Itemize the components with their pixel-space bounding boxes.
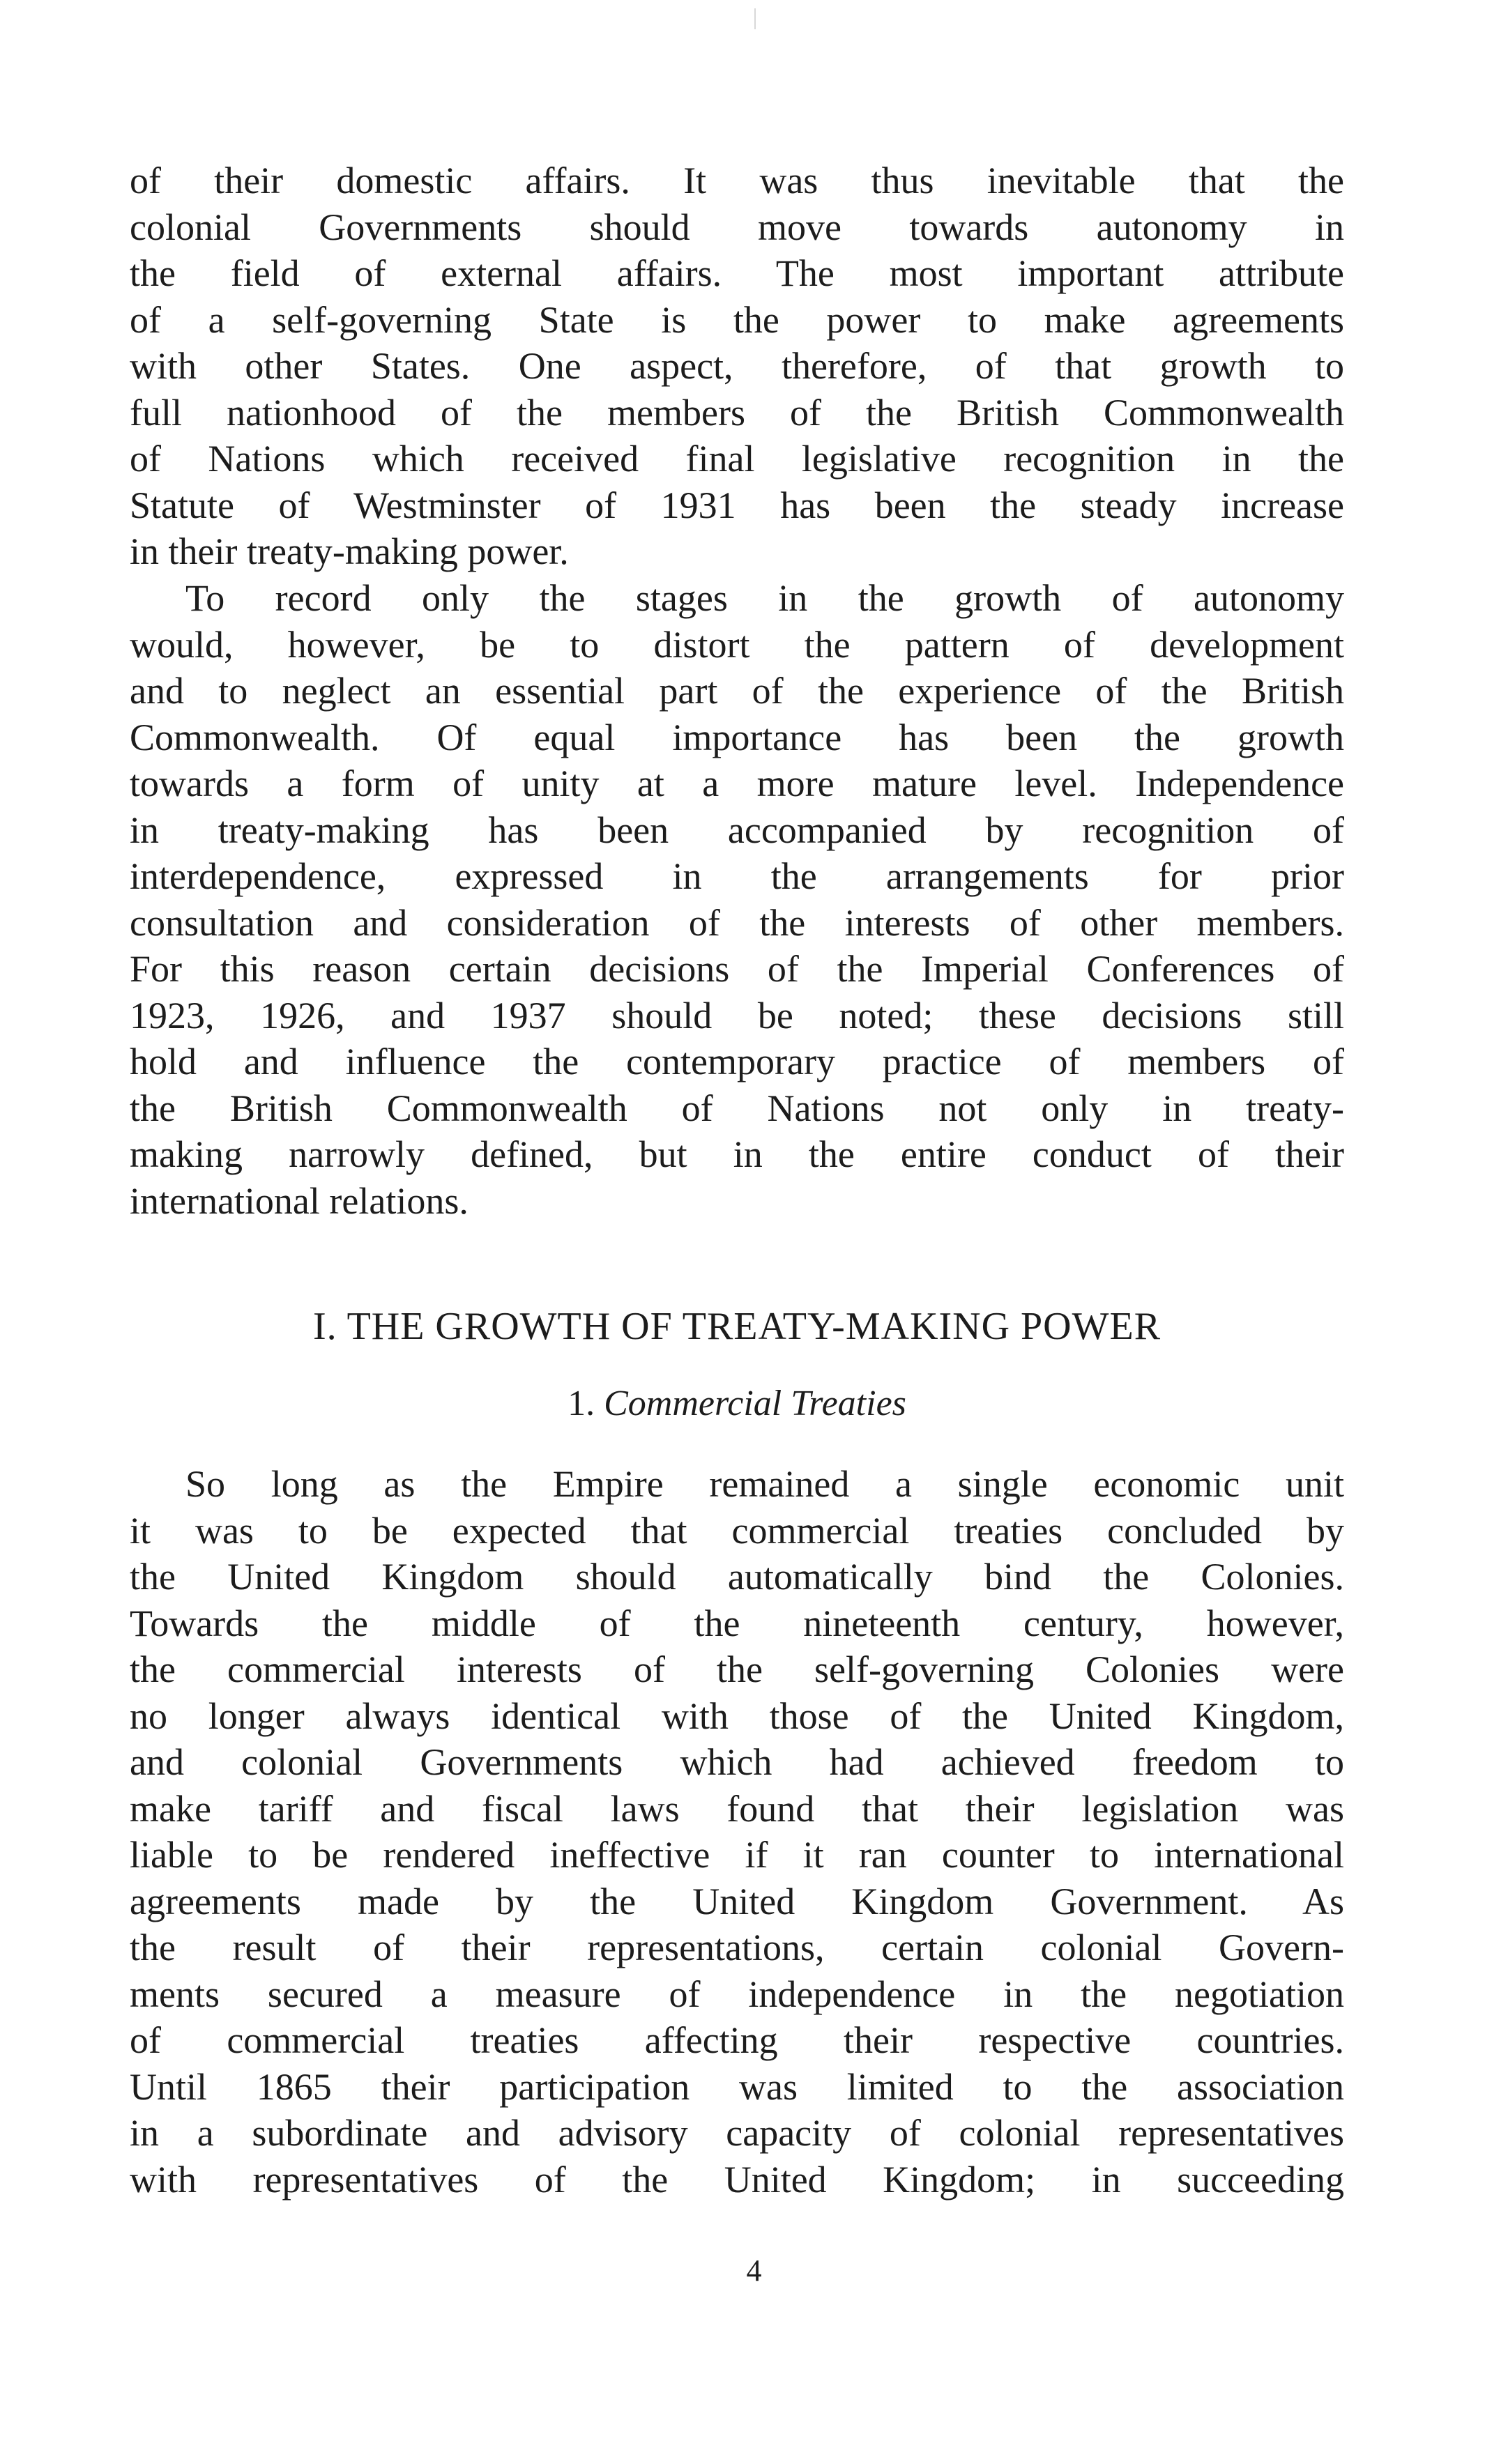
text-line: with other States. One aspect, therefore, of that growth to	[130, 345, 1344, 387]
text-line: and to neglect an essential part of the experience of the British	[130, 670, 1344, 712]
text-line: making narrowly defined, but in the entire conduct of their	[130, 1133, 1344, 1175]
text-line: make tariff and fiscal laws found that their legislation was	[130, 1787, 1344, 1830]
paragraph-commercial-treaties	[130, 1461, 1344, 2203]
text-line: liable to be rendered ineffective if it ran counter to international	[130, 1834, 1344, 1876]
scan-mark	[754, 8, 756, 29]
text-line: colonial Governments should move towards autonomy in	[130, 206, 1344, 248]
text-line: with representatives of the United Kingdom; in succeeding	[130, 2158, 1344, 2201]
subsection-title: Commercial Treaties	[604, 1384, 906, 1423]
page-number: 4	[746, 2253, 762, 2288]
paragraph-text	[130, 575, 1344, 1224]
text-line: Until 1865 their participation was limited to the association	[130, 2065, 1344, 2108]
text-line: of Nations which received final legislative recognition in the	[130, 438, 1344, 480]
text-line: Commonwealth. Of equal importance has been the growth	[130, 716, 1344, 758]
text-line: consultation and consideration of the interests of other members.	[130, 901, 1344, 944]
paragraph-text	[130, 1461, 1344, 2203]
text-line: it was to be expected that commercial treaties concluded by	[130, 1509, 1344, 1552]
text-line: 1923, 1926, and 1937 should be noted; these decisions still	[130, 994, 1344, 1036]
text-line: hold and influence the contemporary practice of members of	[130, 1041, 1344, 1082]
text-line: the United Kingdom should automatically bind the Colonies.	[130, 1556, 1344, 1598]
text-line: To record only the stages in the growth of autonomy	[185, 577, 1344, 619]
subsection-heading	[130, 1383, 1344, 1424]
text-line: international relations.	[130, 1179, 469, 1222]
text-line: in treaty-making has been accompanied by recognition of	[130, 809, 1344, 851]
subsection-number: 1.	[568, 1384, 595, 1423]
text-line: Towards the middle of the nineteenth century, however,	[130, 1602, 1344, 1644]
text-line: the result of their representations, certain colonial Govern-	[130, 1927, 1344, 1968]
text-line: ments secured a measure of independence in the negotiation	[130, 1973, 1344, 2015]
text-line: the commercial interests of the self-governing Colonies were	[130, 1648, 1344, 1690]
paragraph-autonomy	[130, 575, 1344, 1224]
text-line: agreements made by the United Kingdom Government. As	[130, 1880, 1344, 1922]
text-line: interdependence, expressed in the arrangements for prior	[130, 855, 1344, 897]
text-line: Statute of Westminster of 1931 has been the steady increase	[130, 484, 1344, 526]
text-line: of a self-governing State is the power to make agreements	[130, 298, 1344, 341]
text-line: of their domestic affairs. It was thus inevitable that the	[130, 160, 1344, 201]
text-line: For this reason certain decisions of the Imperial Conferences of	[130, 948, 1344, 990]
text-line: in their treaty-making power.	[130, 530, 569, 572]
text-line: in a subordinate and advisory capacity of colonial representatives	[130, 2112, 1344, 2154]
text-line: So long as the Empire remained a single economic unit	[185, 1463, 1344, 1505]
text-line: would, however, be to distort the pattern of development	[130, 623, 1344, 666]
text-line: the field of external affairs. The most important attribute	[130, 252, 1344, 294]
paragraph-text	[130, 158, 1344, 575]
text-line: towards a form of unity at a more mature level. Independence	[130, 763, 1344, 804]
text-line: of commercial treaties affecting their respective countries.	[130, 2019, 1344, 2061]
text-line: full nationhood of the members of the British Commonwealth	[130, 391, 1344, 434]
paragraph-domestic-affairs	[130, 158, 1344, 575]
text-line: no longer always identical with those of the United Kingdom,	[130, 1694, 1344, 1737]
section-heading: I. THE GROWTH OF TREATY-MAKING POWER	[312, 1305, 1162, 1348]
text-line: the British Commonwealth of Nations not only in treaty-	[130, 1087, 1344, 1129]
text-line: and colonial Governments which had achieved freedom to	[130, 1741, 1344, 1783]
